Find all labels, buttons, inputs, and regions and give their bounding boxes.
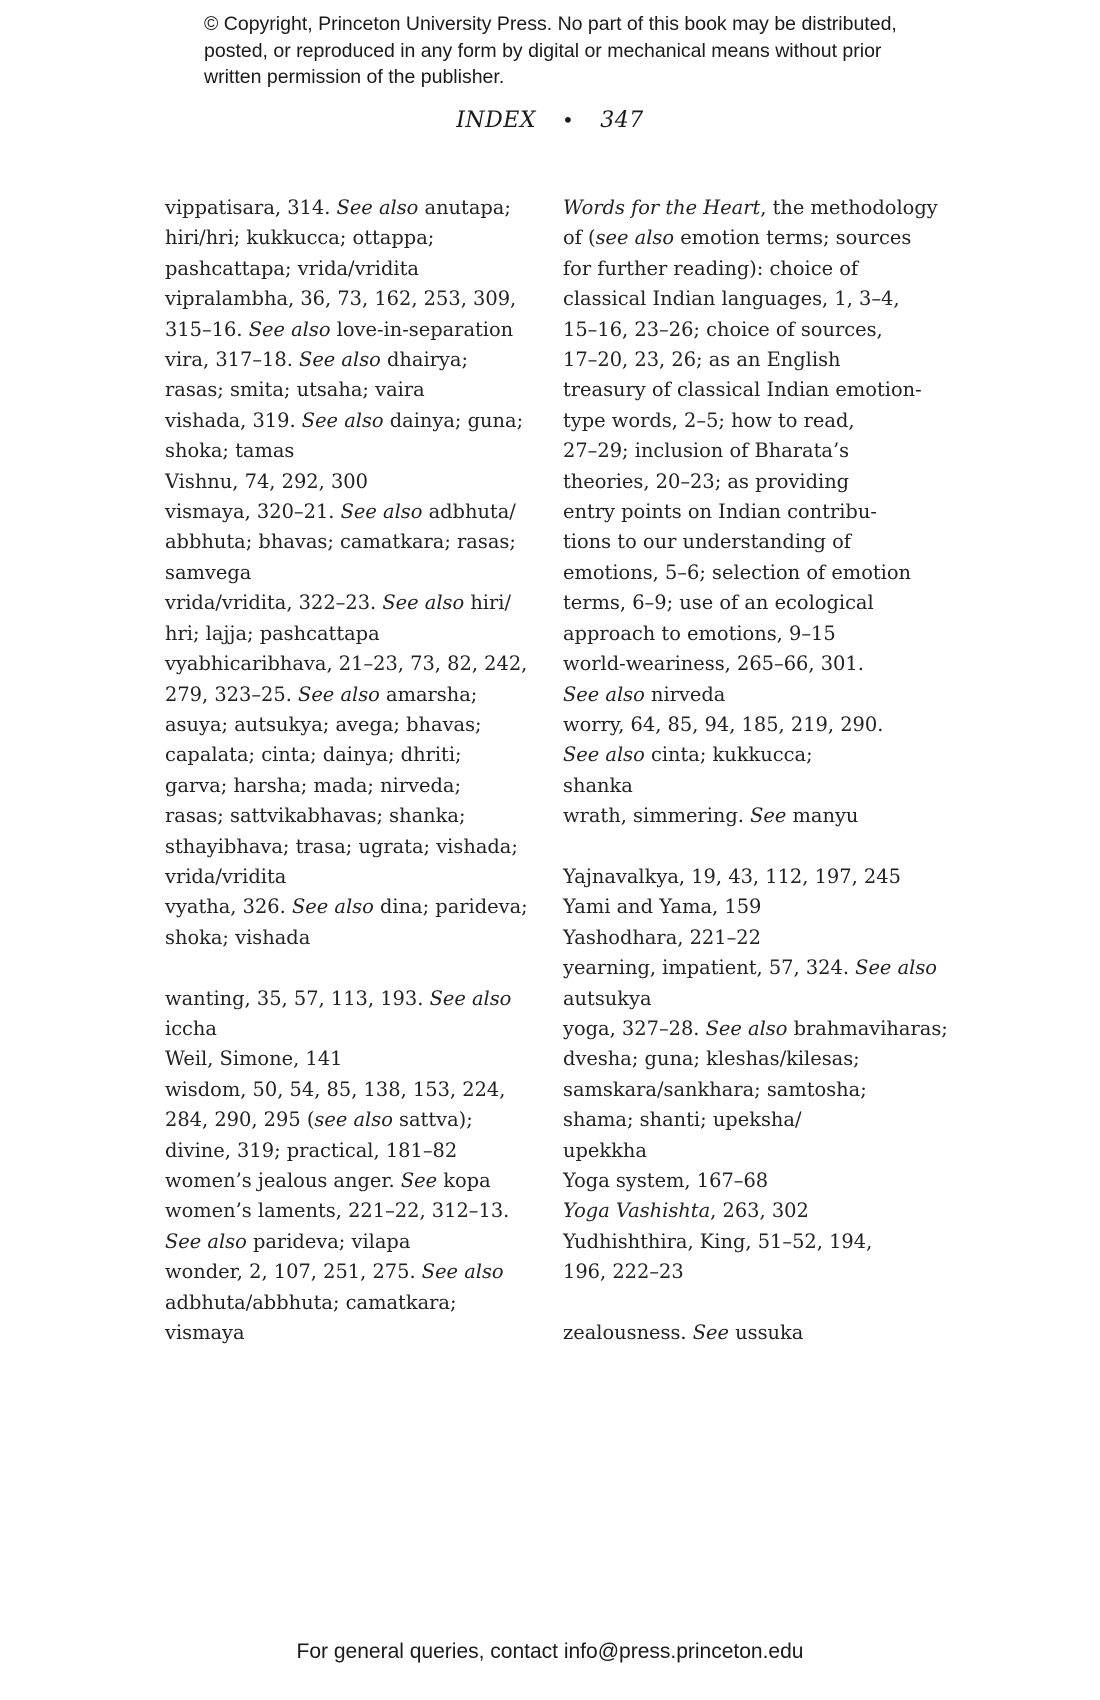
copyright-notice: © Copyright, Princeton University Press. No part of this book may be distributed, posted, or reproduced in any form by digital or mechanical means without prior written permission of the publisher. [204, 13, 897, 88]
index-entry: vrida/vridita, 322–23. See also hiri/ hri; lajja; pashcattapa [165, 591, 512, 645]
index-entry: Yajnavalkya, 19, 43, 112, 197, 245 [563, 864, 901, 888]
index-entry: vyabhicaribhava, 21–23, 73, 82, 242, 279, 323–25. See also amarsha; asuya; autsukya; avega; bhavas; capalata; cinta; dainya; dhriti; garva; harsha; mada; nirveda; rasas; sattvikabhavas; shanka; sthayibhava; trasa; ugrata; vishada; vrida/vridita [165, 652, 528, 888]
running-head [0, 108, 1100, 133]
section-title: INDEX [456, 108, 536, 133]
index-entry: worry, 64, 85, 94, 185, 219, 290. See also cinta; kukkucca; shanka [563, 712, 884, 797]
index-entry: Yami and Yama, 159 [563, 895, 762, 919]
index-column-right [563, 193, 948, 1348]
index-entry: Words for the Heart, the methodology of (see also emotion terms; sources for further reading): choice of classical Indian languages, 1, 3–4, 15–16, 23–26; choice of sources, 17–20, 23, 26; as an English treasury of classical Indian emotion- type words, 2–5; how to read, 27–29; inclusion of Bharata’s theories, 20–23; as providing entry points on Indian contribu- tions to our understanding of emotions, 5–6; selection of emotion terms, 6–9; use of an ecological approach to emotions, 9–15 [563, 196, 938, 645]
index-entry: wisdom, 50, 54, 85, 138, 153, 224, 284, 290, 295 (see also sattva); divine, 319; practical, 181–82 [165, 1077, 506, 1162]
index-entry: women’s jealous anger. See kopa [165, 1168, 491, 1192]
index-entry: Yoga system, 167–68 [563, 1168, 769, 1192]
index-entry: world-weariness, 265–66, 301. See also nirveda [563, 652, 864, 706]
index-entry: wrath, simmering. See manyu [563, 804, 859, 828]
index-entry: women’s laments, 221–22, 312–13. See also parideva; vilapa [165, 1199, 510, 1253]
bullet-separator: • [562, 108, 575, 132]
letter-group-gap [563, 1288, 943, 1318]
index-entry: zealousness. See ussuka [563, 1321, 804, 1344]
index-entry: vippatisara, 314. See also anutapa; hiri/hri; kukkucca; ottappa; pashcattapa; vrida/vridita [165, 196, 511, 280]
contact-footer: For general queries, contact info@press.princeton.edu [296, 1640, 804, 1663]
index-entry: Yudhishthira, King, 51–52, 194, 196, 222–23 [563, 1229, 873, 1284]
index-entry: vira, 317–18. See also dhairya; rasas; smita; utsaha; vaira [165, 348, 468, 402]
page-number: 347 [600, 108, 644, 133]
index-column-left [165, 193, 545, 1348]
index-entry: Yoga Vashishta, 263, 302 [563, 1199, 809, 1223]
index-entry: Vishnu, 74, 292, 300 [165, 469, 368, 493]
index-entry: vipralambha, 36, 73, 162, 253, 309, 315–16. See also love-in-separation [165, 287, 517, 341]
index-entry: wanting, 35, 57, 113, 193. See also iccha [165, 986, 512, 1040]
index-entry: vyatha, 326. See also dina; parideva; shoka; vishada [165, 895, 528, 949]
index-entry: wonder, 2, 107, 251, 275. See also adbhuta/abbhuta; camatkara; vismaya [165, 1260, 504, 1345]
index-entry: yoga, 327–28. See also brahmaviharas; dvesha; guna; kleshas/kilesas; samskara/sankhara; samtosha; shama; shanti; upeksha/ upekkha [563, 1016, 948, 1162]
letter-group-gap [563, 832, 943, 862]
index-entry: Weil, Simone, 141 [165, 1047, 343, 1071]
index-entry: vismaya, 320–21. See also adbhuta/ abbhuta; bhavas; camatkara; rasas; samvega [165, 500, 516, 584]
index-entry: yearning, impatient, 57, 324. See also autsukya [563, 956, 937, 1010]
index-entry: vishada, 319. See also dainya; guna; shoka; tamas [165, 408, 524, 463]
index-entry: Yashodhara, 221–22 [563, 925, 761, 949]
letter-group-gap [165, 953, 545, 983]
